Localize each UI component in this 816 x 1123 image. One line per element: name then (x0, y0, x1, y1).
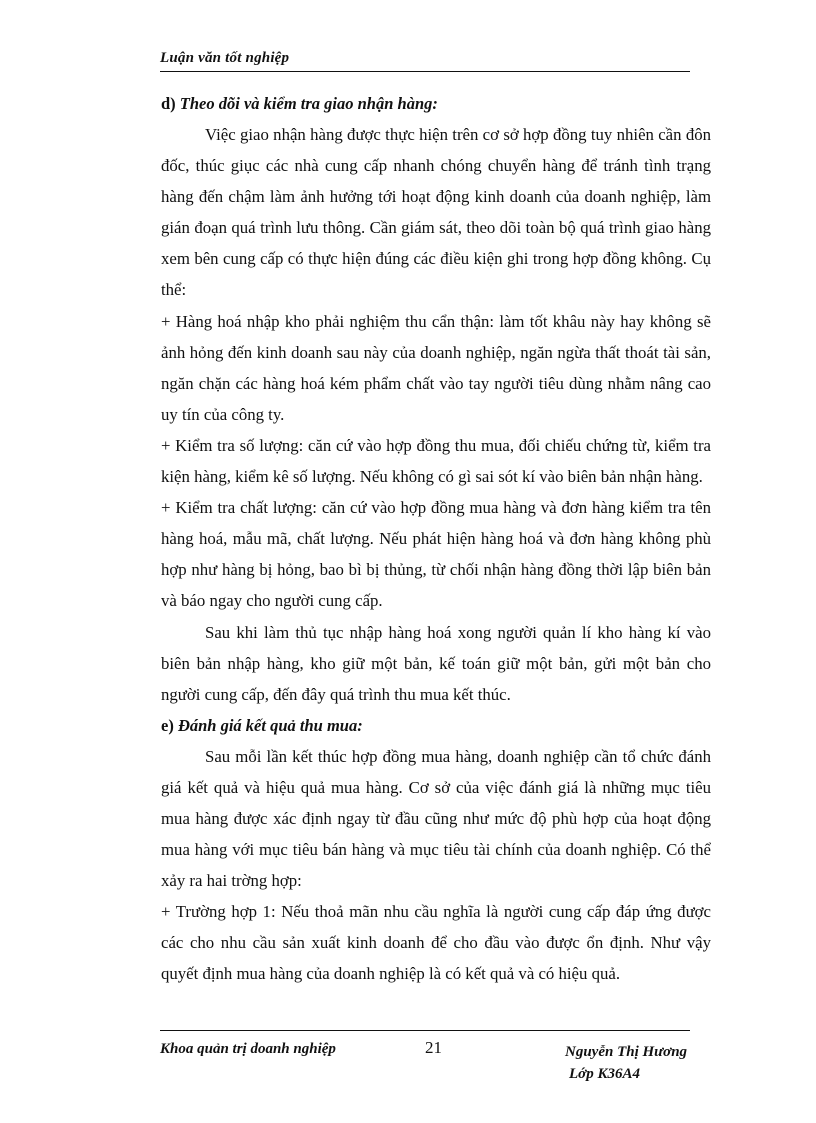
section-e-bullet-case-1: + Trường hợp 1: Nếu thoả mãn nhu cầu nghĩa là người cung cấp đáp ứng được các cho nhu cầu sản xuất kinh doanh để cho đầu vào được ổn định. Như vậy quyết định mua hàng của doanh nghiệp là có kết quả và có hiệu quả. (161, 902, 711, 984)
footer-author: Nguyễn Thị Hương (565, 1044, 688, 1060)
section-d-paragraph-intro: Việc giao nhận hàng được thực hiện trên cơ sở hợp đồng tuy nhiên cần đôn đốc, thúc giục các nhà cung cấp nhanh chóng chuyển hàng để tránh tình trạng hàng đến chậm làm ảnh hưởng tới hoạt động kinh doanh của doanh nghiệp, làm gián đoạn quá trình lưu thông. Cần giám sát, theo dõi toàn bộ quá trình giao hàng xem bên cung cấp có thực hiện đúng các điều kiện ghi trong hợp đồng không. Cụ thể: (161, 125, 711, 300)
section-e-heading (161, 710, 711, 741)
footer-faculty: Khoa quản trị doanh nghiệp (160, 1041, 336, 1057)
section-e-label: e) (161, 715, 174, 735)
document-body (161, 88, 711, 990)
section-d-paragraph-closing: Sau khi làm thủ tục nhập hàng hoá xong người quản lí kho hàng kí vào biên bản nhập hàng, kho giữ một bản, kế toán giữ một bản, gửi một bản cho người cung cấp, đến đây quá trình thu mua kết thúc. (161, 622, 711, 704)
footer-class: Lớp K36A4 (569, 1066, 640, 1082)
footer-divider (160, 1030, 690, 1031)
footer-author-block (565, 1041, 687, 1085)
header-divider (160, 71, 690, 72)
section-d-heading (161, 88, 711, 119)
section-d-label: d) (161, 94, 176, 113)
section-d-bullet-quantity: + Kiểm tra số lượng: căn cứ vào hợp đồng thu mua, đối chiếu chứng từ, kiểm tra kiện hàng, kiểm kê số lượng. Nếu không có gì sai sót kí vào biên bản nhận hàng. (161, 435, 711, 487)
section-d-bullet-inspection: + Hàng hoá nhập kho phải nghiệm thu cẩn thận: làm tốt khâu này hay không sẽ ảnh hỏng đến kinh doanh sau này của doanh nghiệp, ngăn ngừa thất thoát tài sản, ngăn chặn các hàng hoá kém phẩm chất vào tay người tiêu dùng nhằm nâng cao uy tín của công ty. (161, 311, 711, 424)
section-d-bullet-quality: + Kiểm tra chất lượng: căn cứ vào hợp đồng mua hàng và đơn hàng kiểm tra tên hàng hoá, mẫu mã, chất lượng. Nếu phát hiện hàng hoá và đơn hàng không phù hợp như hàng bị hỏng, bao bì bị thủng, từ chối nhận hàng đồng thời lập biên bản và báo ngay cho người cung cấp. (161, 498, 711, 611)
section-e-paragraph-intro: Sau mỗi lần kết thúc hợp đồng mua hàng, doanh nghiệp cần tổ chức đánh giá kết quả và hiệu quả mua hàng. Cơ sở của việc đánh giá là những mục tiêu mua hàng được xác định ngay từ đầu cũng như mức độ phù hợp của hoạt động mua hàng với mục tiêu bán hàng và mục tiêu tài chính của doanh nghiệp. Có thể xảy ra hai trờng hợp: (161, 746, 711, 891)
section-d-title: Theo dõi và kiểm tra giao nhận hàng: (179, 94, 438, 113)
page-number: 21 (425, 1038, 442, 1057)
page-header-title: Luận văn tốt nghiệp (160, 50, 290, 66)
section-e-title: Đánh giá kết quả thu mua: (177, 715, 363, 735)
